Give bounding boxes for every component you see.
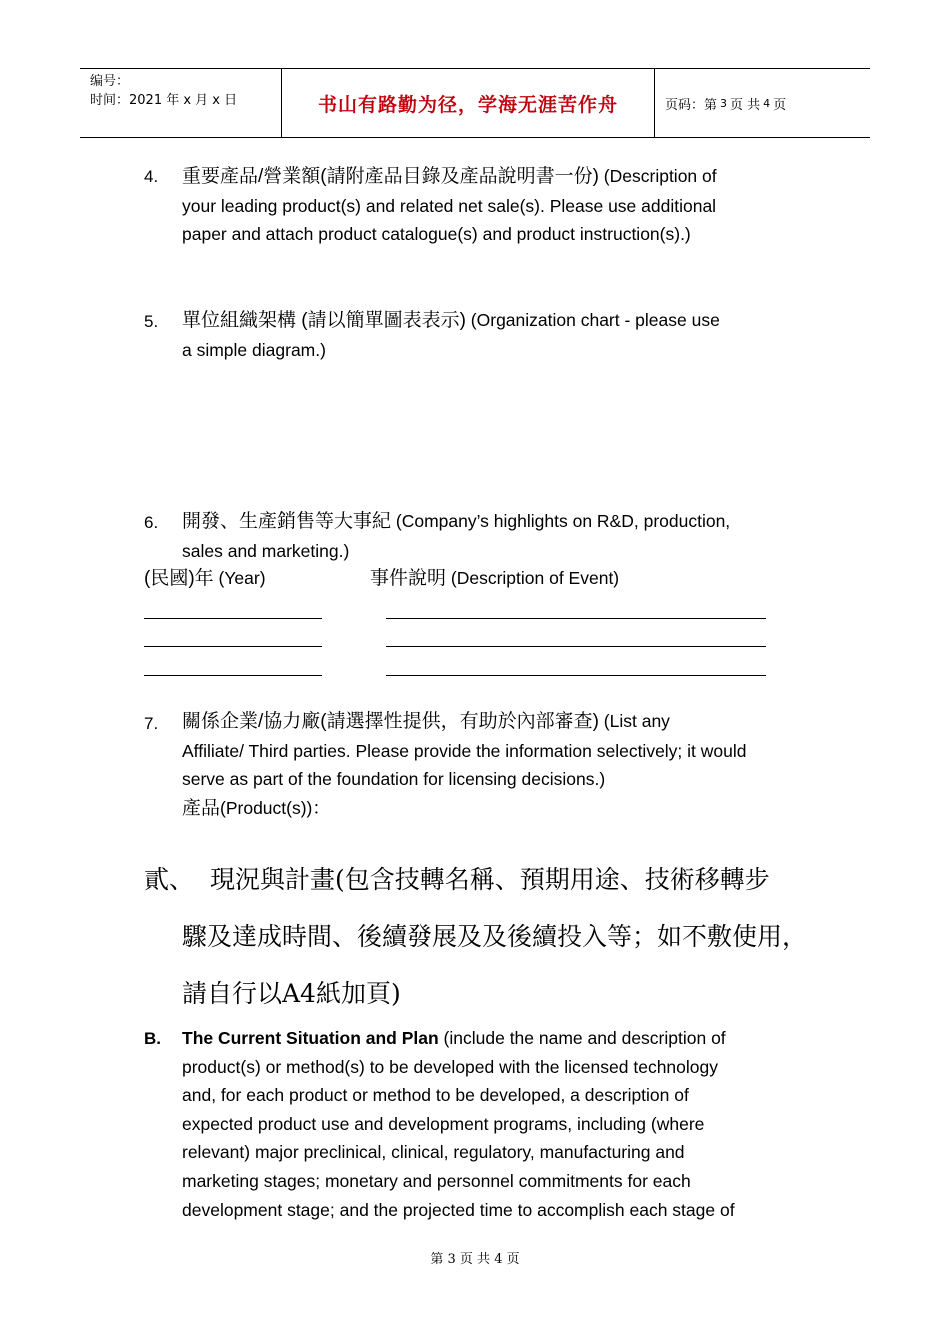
header-motto: 书山有路勤为径，学海无涯苦作舟 <box>317 93 618 116</box>
item4-title-zh: 重要產品/營業額(請附產品目錄及產品說明書一份) <box>182 166 599 187</box>
item4-text <box>182 162 862 249</box>
sectionB-line: development stage; and the projected time to accomplish each stage of <box>182 1199 735 1220</box>
code-label: 编号： <box>90 74 130 89</box>
header-divider <box>654 69 655 137</box>
item5-number: 5. <box>144 312 159 331</box>
section2-number: 貳、 <box>144 865 195 894</box>
sectionB-line: marketing stages; monetary and personnel commitments for each <box>182 1170 691 1191</box>
item6-title-en: (Company’s highlights on R&D, production, <box>391 511 731 531</box>
item5-title-en: (Organization chart - please use <box>465 310 720 330</box>
sectionB-line: product(s) or method(s) to be developed with the licensed technology <box>182 1056 718 1077</box>
item7-title-zh: 關係企業/協力廠(請選擇性提供，有助於內部審查) <box>182 711 599 732</box>
year-column-header: (民國)年 (Year) <box>144 568 266 589</box>
year-blank-line[interactable] <box>144 675 322 676</box>
sectionB-line: relevant) major preclinical, clinical, regulatory, manufacturing and <box>182 1142 685 1163</box>
section2-heading-line3: 請自行以A4紙加頁) <box>182 979 401 1008</box>
sectionB-title: The Current Situation and Plan <box>182 1028 439 1048</box>
item6-title-zh: 開發、生產銷售等大事紀 <box>182 511 392 532</box>
header-page-number: 页码：第 3 页 共 4 页 <box>665 96 787 113</box>
item6-line2: sales and marketing.) <box>182 540 350 561</box>
item7-number: 7. <box>144 714 159 733</box>
sectionB-text <box>182 1024 872 1224</box>
item4-title-en: (Description of <box>598 166 717 186</box>
sectionB-line: and, for each product or method to be developed, a description of <box>182 1085 689 1106</box>
item5-line2: a simple diagram.) <box>182 339 326 360</box>
sectionB-number: B. <box>144 1029 161 1048</box>
year-blank-line[interactable] <box>144 618 322 619</box>
item4-line3: paper and attach product catalogue(s) and product instruction(s).) <box>182 224 691 245</box>
item4-number: 4. <box>144 167 159 186</box>
item6-number: 6. <box>144 513 159 532</box>
header-meta <box>90 72 237 110</box>
item7-line3: serve as part of the foundation for licensing decisions.) <box>182 769 606 790</box>
page-header <box>80 68 870 138</box>
date-label: 时间：2021 年 x 月 x 日 <box>90 93 238 108</box>
item5-text <box>182 306 862 364</box>
event-blank-line[interactable] <box>386 618 766 619</box>
section2-heading-line2: 驟及達成時間、後續發展及及後續投入等；如不敷使用， <box>182 922 808 951</box>
event-blank-line[interactable] <box>386 675 766 676</box>
item7-products-label: 產品(Product(s))： <box>182 797 330 819</box>
item7-text <box>182 707 862 823</box>
item7-title-en: (List any <box>598 711 670 731</box>
section2-heading-line1: 現況與計畫(包含技轉名稱、預期用途、技術移轉步 <box>210 865 770 894</box>
item5-title-zh: 單位組織架構 (請以簡單圖表表示) <box>182 310 466 331</box>
item6-text <box>182 507 862 565</box>
sectionB-line: expected product use and development programs, including (where <box>182 1113 705 1134</box>
item7-line2: Affiliate/ Third parties. Please provide the information selectively; it would <box>182 740 747 761</box>
event-column-header: 事件說明 (Description of Event) <box>370 568 620 589</box>
page-footer: 第 3 页 共 4 页 <box>430 1252 520 1267</box>
sectionB-line: (include the name and description of <box>438 1028 726 1048</box>
year-blank-line[interactable] <box>144 646 322 647</box>
event-blank-line[interactable] <box>386 646 766 647</box>
item4-line2: your leading product(s) and related net sale(s). Please use additional <box>182 195 717 216</box>
